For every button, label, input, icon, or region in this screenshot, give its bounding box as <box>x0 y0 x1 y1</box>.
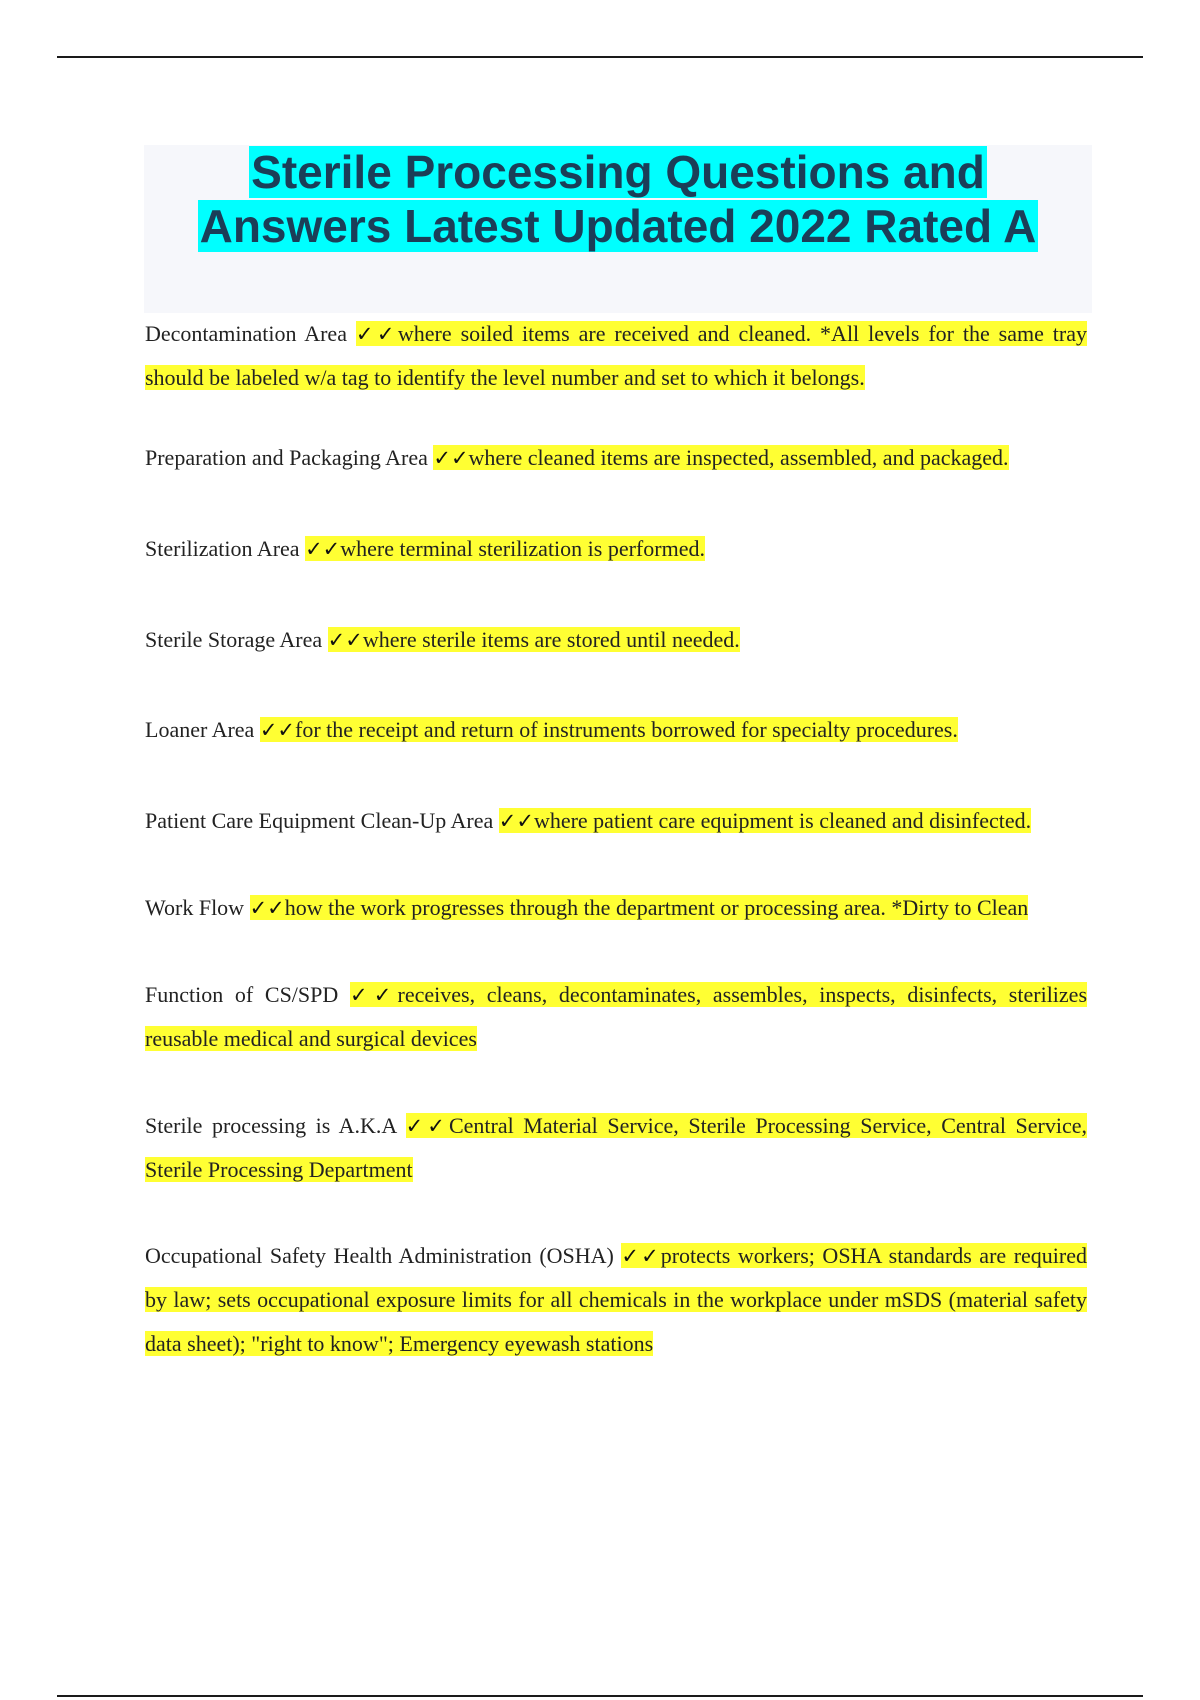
term: Loaner Area <box>145 717 255 742</box>
answer <box>250 895 1029 920</box>
title-block <box>144 145 1092 313</box>
term: Function of CS/SPD <box>145 982 339 1007</box>
double-check-icon: ✓✓ <box>405 1114 449 1138</box>
qa-entry-sterile-storage <box>145 618 1087 662</box>
term: Patient Care Equipment Clean-Up Area <box>145 808 494 833</box>
answer <box>305 536 705 561</box>
double-check-icon: ✓✓ <box>305 537 341 561</box>
answer-text: receives, cleans, decontaminates, assembles, inspects, disinfects, sterilizes reusable medical and surgical devices <box>145 982 1088 1051</box>
answer <box>499 808 1031 833</box>
answer-text: where terminal sterilization is performed. <box>340 536 705 561</box>
answer <box>260 717 958 742</box>
qa-entry-patient-care <box>145 799 1087 843</box>
qa-list <box>145 312 1087 1366</box>
answer-text: for the receipt and return of instruments borrowed for specialty procedures. <box>295 717 958 742</box>
answer-text: protects workers; OSHA standards are required by law; sets occupational exposure limits for all chemicals in the workplace under mSDS (material safety data sheet); "right to know"; Emergency eyewash stations <box>145 1243 1087 1356</box>
qa-entry-loaner <box>145 708 1087 752</box>
term: Sterile Storage Area <box>145 627 323 652</box>
double-check-icon: ✓✓ <box>327 628 363 652</box>
bottom-rule <box>57 1695 1143 1697</box>
term: Occupational Safety Health Administration (OSHA) <box>145 1243 614 1268</box>
double-check-icon: ✓✓ <box>621 1244 661 1268</box>
answer-text: Central Material Service, Sterile Processing Service, Central Service, Sterile Processing Department <box>145 1113 1087 1182</box>
qa-entry-preparation <box>145 436 1087 480</box>
term: Sterilization Area <box>145 536 300 561</box>
answer-text: where patient care equipment is cleaned and disinfected. <box>533 808 1032 833</box>
answer <box>433 445 1008 470</box>
answer-text: how the work progresses through the department or processing area. *Dirty to Clean <box>284 895 1029 920</box>
qa-entry-aka <box>145 1104 1087 1192</box>
qa-entry-decontamination <box>145 312 1087 400</box>
double-check-icon: ✓✓ <box>349 983 398 1007</box>
double-check-icon: ✓✓ <box>355 322 398 346</box>
qa-entry-sterilization <box>145 527 1087 571</box>
answer-text: where sterile items are stored until needed. <box>362 627 740 652</box>
term: Work Flow <box>145 895 245 920</box>
double-check-icon: ✓✓ <box>498 809 534 833</box>
double-check-icon: ✓✓ <box>249 896 285 920</box>
document-title <box>144 145 1092 253</box>
term: Decontamination Area <box>145 321 347 346</box>
qa-entry-osha <box>145 1234 1087 1366</box>
answer <box>328 627 740 652</box>
answer-text: where cleaned items are inspected, assembled, and packaged. <box>468 445 1009 470</box>
qa-entry-function <box>145 973 1087 1061</box>
double-check-icon: ✓✓ <box>433 446 469 470</box>
top-rule <box>57 56 1143 58</box>
qa-entry-work-flow <box>145 886 1087 930</box>
title-line-1: Sterile Processing Questions and <box>251 146 985 198</box>
title-line-2: Answers Latest Updated 2022 Rated A <box>199 200 1037 252</box>
answer-text: where soiled items are received and cleaned. *All levels for the same tray should be labeled w/a tag to identify the level number and set to which it belongs. <box>145 321 1087 390</box>
term: Sterile processing is A.K.A <box>145 1113 397 1138</box>
double-check-icon: ✓✓ <box>259 718 296 742</box>
term: Preparation and Packaging Area <box>145 445 428 470</box>
